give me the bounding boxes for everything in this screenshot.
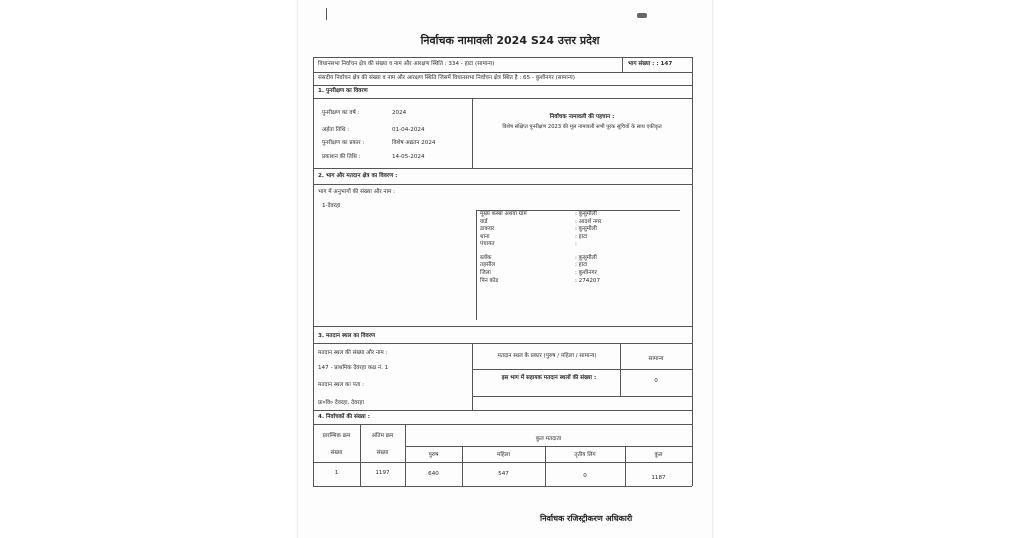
- polling-station-value: 147 - प्राथमिक देवरहा कक्ष नं. 1: [318, 365, 389, 371]
- table-border: [472, 396, 692, 397]
- detail-value-block: : कुसुमौली: [575, 255, 597, 261]
- detail-label-tehsil: तहसील: [480, 262, 496, 268]
- table-border: [313, 72, 692, 73]
- details-box-border: [476, 210, 477, 320]
- scan-smudge: [637, 13, 647, 18]
- table-border: [472, 343, 473, 410]
- male-header: पुरुष: [428, 452, 439, 458]
- female-header: महिला: [496, 452, 510, 458]
- section-heading-polling-station: 3. मतदान स्थल का विवरण: [318, 333, 376, 339]
- scan-mark: [326, 8, 327, 20]
- end-serial-header-2: संख्या: [376, 450, 389, 456]
- table-border: [472, 369, 692, 370]
- section-item: 1-देवरहा: [322, 203, 341, 209]
- table-border: [622, 57, 623, 72]
- start-serial-value: 1: [334, 470, 339, 476]
- parliamentary-constituency: संसदीय निर्वाचन क्षेत्र की संख्या व नाम और आरक्षण स्थिति जिसमें विधानसभा निर्वाचन क्षेत्र स्थित है : 65 - कुशीनगर (सामान्य): [318, 75, 575, 81]
- polling-station-label: मतदान स्थल की संख्या और नाम :: [318, 350, 388, 356]
- table-border: [313, 98, 692, 99]
- table-border: [692, 57, 693, 486]
- detail-value-post-office: : कुसुमौली: [575, 226, 597, 232]
- detail-label-ward: वार्ड: [480, 219, 488, 225]
- publication-date-label: प्रकाशन की तिथि :: [322, 154, 361, 160]
- table-border: [313, 168, 692, 169]
- start-serial-header-2: संख्या: [330, 450, 343, 456]
- section-heading-electors: 4. निर्वाचकों की संख्या :: [318, 414, 370, 420]
- qualifying-date-value: 01-04-2024: [392, 127, 425, 133]
- detail-value-tehsil: : हाटा: [575, 262, 588, 268]
- end-serial-header: अंतिम क्रम: [371, 433, 394, 439]
- auxiliary-stations-label: इस भाग में सहायक मतदान स्थलों की संख्या :: [501, 375, 597, 381]
- polling-address-label: मतदान स्थल का पता :: [318, 382, 365, 388]
- qualifying-date-label: अर्हता तिथि :: [322, 127, 349, 133]
- part-number: भाग संख्या : : 147: [628, 61, 673, 67]
- detail-label-post-office: डाकघर: [480, 226, 495, 232]
- table-border: [313, 85, 692, 86]
- start-serial-header: प्रारम्भिक क्रम: [322, 433, 351, 439]
- table-border: [313, 462, 692, 463]
- publication-date-value: 14-05-2024: [392, 154, 425, 160]
- page-title: निर्वाचक नामावली 2024 S24 उत्तर प्रदेश: [420, 34, 600, 47]
- table-border: [313, 326, 692, 327]
- third-gender-count: 0: [583, 473, 587, 479]
- table-border: [472, 98, 473, 168]
- detail-value-ward: : आदर्श नगर: [575, 219, 602, 225]
- table-border: [313, 343, 692, 344]
- table-border: [313, 486, 692, 487]
- sections-label: भाग में अनुभागों की संख्या और नाम :: [318, 189, 395, 195]
- total-header: कुल: [654, 452, 663, 458]
- total-voters-header: कुल मतदाता: [535, 436, 562, 442]
- revision-year-label: पुनरीक्षण का वर्ष :: [322, 110, 360, 116]
- third-gender-header: तृतीय लिंग: [574, 452, 596, 458]
- revision-type-value: विशेष अद्यतन 2024: [392, 140, 436, 146]
- table-border: [405, 446, 692, 447]
- detail-value-town: : कुसुमौली: [575, 211, 597, 217]
- roll-identity-label: निर्वाचक नामावली की पहचान :: [549, 114, 615, 120]
- detail-value-pin-code: : 274207: [575, 278, 601, 284]
- detail-label-pin-code: पिन कोड: [480, 278, 499, 284]
- detail-label-panchayat: पंचायत: [480, 241, 495, 247]
- station-type-value: सामान्य: [648, 356, 664, 362]
- detail-label-block: ब्लॉक: [480, 255, 492, 261]
- table-border: [313, 410, 692, 411]
- table-border: [313, 424, 692, 425]
- section-heading-part-area: 2. भाग और मतदान क्षेत्र का विवरण :: [318, 173, 398, 179]
- table-border: [313, 57, 314, 486]
- detail-label-police-station: थाना: [480, 234, 490, 240]
- detail-label-district: जिला: [480, 270, 491, 276]
- revision-type-label: पुनरीक्षण का प्रकार :: [322, 140, 365, 146]
- detail-value-district: : कुशीनगर: [575, 270, 597, 276]
- polling-address-value: प्रा०वि० देवरहा, देवरहा: [318, 400, 364, 406]
- revision-year-value: 2024: [392, 110, 407, 116]
- end-serial-value: 1197: [375, 470, 390, 476]
- detail-label-town: मुख्य कस्बा अथवा ग्राम: [480, 211, 527, 217]
- detail-value-police-station: : हाटा: [575, 234, 588, 240]
- signature-title: निर्वाचक रजिस्ट्रीकरण अधिकारी: [540, 514, 633, 523]
- table-border: [620, 343, 621, 396]
- section-heading-revision: 1. पुनरीक्षण का विवरण: [318, 88, 368, 94]
- detail-value-panchayat: :: [575, 241, 577, 247]
- table-border: [313, 184, 692, 185]
- female-count: 547: [498, 471, 509, 477]
- male-count: 640: [428, 471, 439, 477]
- assembly-constituency: विधानसभा निर्वाचन क्षेत्र की संख्या व नाम और आरक्षण स्थिति : 334 - हाटा (सामान्य): [318, 61, 495, 67]
- table-border: [313, 57, 692, 58]
- station-type-label: मतदान स्थल के प्रकार (पुरुष / महिला / सामान्य): [497, 353, 597, 359]
- roll-identity-text: विशेष संक्षिप्त पुनरीक्षण 2023 की मूल नामावली सभी पूरक सूचियों के साथ एकीकृत: [502, 124, 662, 130]
- total-count: 1187: [651, 475, 666, 481]
- auxiliary-stations-value: 0: [654, 378, 658, 384]
